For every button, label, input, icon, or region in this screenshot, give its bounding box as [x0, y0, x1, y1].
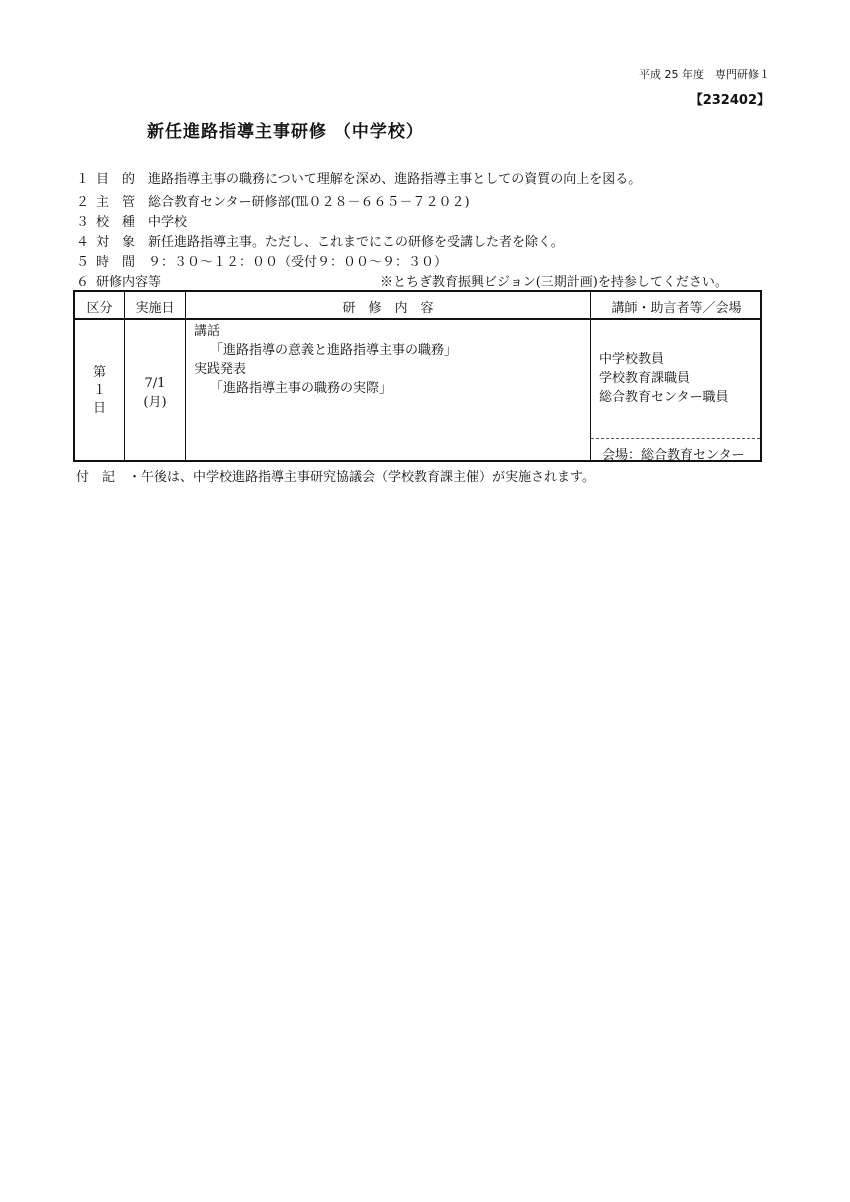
header-divider [75, 318, 760, 320]
instructor-cell [599, 350, 728, 407]
content-title: 「進路指導の意義と進路指導主事の職務」 [210, 343, 458, 358]
venue-divider [591, 438, 760, 439]
schedule-table [73, 290, 762, 462]
item-content [76, 271, 161, 290]
header-date: 実施日 [135, 301, 175, 316]
item-text: 新任進路指導主事。ただし、これまでにこの研修を受講した者を除く。 [148, 235, 564, 250]
item-target [76, 231, 564, 250]
header-year-label: 平成 25 年度 専門研修１ [639, 68, 770, 81]
bring-note: ※とちぎ教育振興ビジョン(三期計画)を持参してください。 [380, 275, 728, 290]
division-text: １ [92, 383, 106, 398]
content-title: 「進路指導主事の職務の実際」 [210, 381, 393, 396]
item-organizer [76, 191, 470, 210]
venue-text: 会場：総合教育センター [602, 448, 745, 463]
page-title: 新任進路指導主事研修 （中学校） [147, 122, 424, 142]
item-number: ２ [76, 195, 90, 210]
date-text: 7/1 [144, 376, 166, 391]
item-number: ６ [76, 275, 90, 290]
item-purpose [76, 168, 641, 187]
header-content: 研 修 内 容 [342, 301, 434, 316]
item-label: 研修内容等 [96, 275, 162, 290]
item-label: 主 管 [96, 195, 136, 210]
division-text: 第 [92, 365, 106, 380]
item-number: ４ [76, 235, 90, 250]
item-number: ３ [76, 215, 90, 230]
content-heading: 講話 [194, 324, 221, 339]
item-school-type [76, 211, 187, 230]
item-text: 進路指導主事の職務について理解を深め、進路指導主事としての資質の向上を図る。 [148, 172, 642, 187]
instructor-name: 中学校教員 [599, 352, 665, 367]
division-cell [75, 364, 124, 418]
item-label: 時 間 [96, 255, 136, 270]
item-number: ５ [76, 255, 90, 270]
division-text: 日 [92, 401, 106, 416]
header-code: 【232402】 [689, 93, 770, 108]
weekday-text: (月) [143, 395, 167, 410]
item-text: 総合教育センター研修部(℡０２８－６６５－７２０２) [148, 195, 470, 210]
item-text: 中学校 [148, 215, 188, 230]
footnote: 付 記 ・午後は、中学校進路指導主事研究協議会（学校教育課主催）が実施されます。 [76, 470, 595, 485]
instructor-name: 総合教育センター職員 [599, 390, 729, 405]
instructor-name: 学校教育課職員 [599, 371, 691, 386]
item-text: ９：３０～１２：００（受付９：００～９：３０） [148, 255, 448, 270]
date-cell [125, 374, 185, 412]
header-division: 区分 [86, 301, 113, 316]
item-label: 対 象 [96, 235, 136, 250]
header-instructor: 講師・助言者等／会場 [611, 301, 742, 316]
item-number: １ [76, 172, 90, 187]
content-heading: 実践発表 [194, 362, 247, 377]
item-label: 校 種 [96, 215, 136, 230]
content-cell [194, 322, 457, 398]
item-time [76, 251, 447, 270]
item-label: 目 的 [96, 172, 136, 187]
